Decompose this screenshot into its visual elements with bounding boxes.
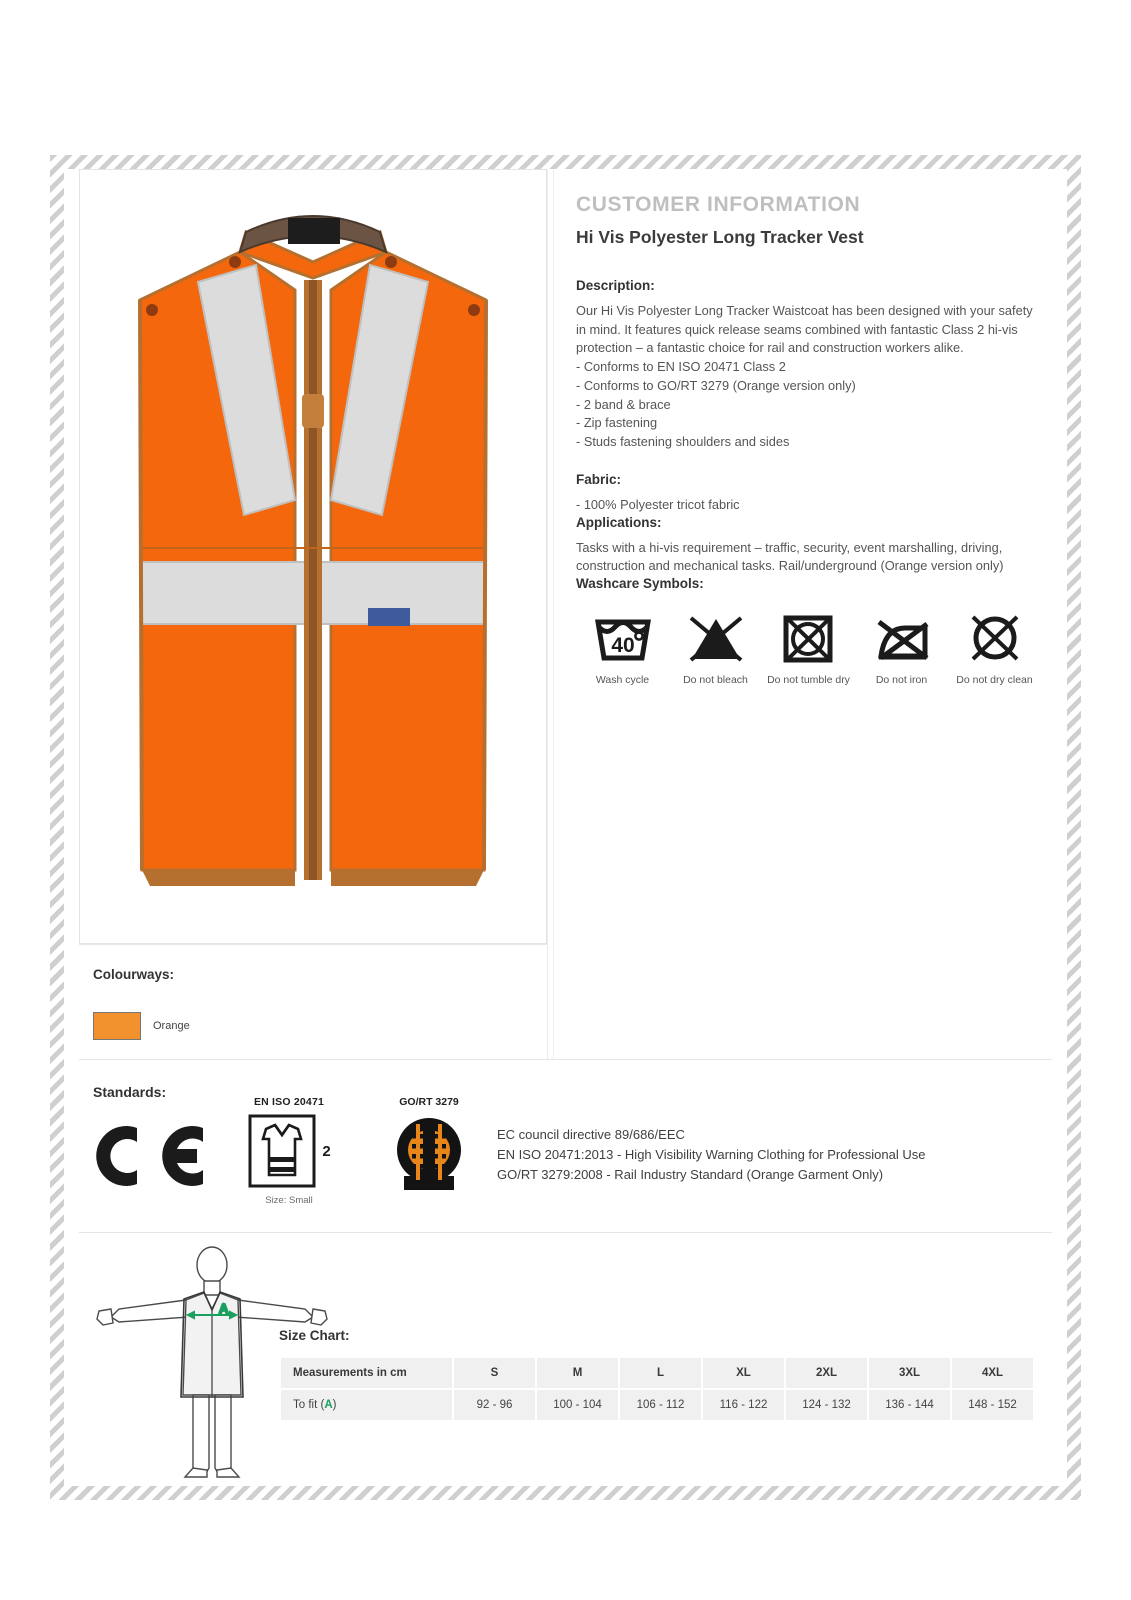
- svg-text:A: A: [219, 1301, 229, 1316]
- washcare-symbol: [855, 605, 948, 687]
- column-header-m: M: [536, 1357, 619, 1389]
- wash-cycle-40-icon: [576, 605, 669, 671]
- size-chart-section: [79, 1243, 1052, 1493]
- table-row: [280, 1389, 1034, 1421]
- list-item: - Conforms to EN ISO 20471 Class 2: [576, 358, 786, 374]
- svg-text:40: 40: [610, 633, 635, 657]
- row-label-suffix: ): [332, 1399, 337, 1411]
- column-header-measurements: Measurements in cm: [280, 1357, 453, 1389]
- column-header-xl: XL: [702, 1357, 785, 1389]
- do-not-iron-icon: [855, 605, 948, 671]
- standards-section: [79, 1070, 1052, 1230]
- en-iso-class-number: 2: [322, 1143, 331, 1160]
- colourway-item: [93, 1012, 547, 1040]
- measurement-marker-a: A: [324, 1399, 333, 1411]
- table-cell: 106 - 112: [619, 1389, 702, 1421]
- feature-list: [576, 358, 1046, 453]
- standards-text: [497, 1125, 926, 1185]
- column-header-2xl: 2XL: [785, 1357, 868, 1389]
- column-header-s: S: [453, 1357, 536, 1389]
- applications-text: Tasks with a hi-vis requirement – traffic, security, event marshalling, driving, construction and mechanical tasks. Rail/underground (Orange version only): [576, 539, 1004, 574]
- row-label-prefix: To fit (: [293, 1399, 325, 1411]
- washcare-symbol-row: [576, 605, 1046, 687]
- table-cell: 136 - 144: [868, 1389, 951, 1421]
- washcare-label: Do not bleach: [683, 673, 748, 686]
- standards-line: EC council directive 89/686/EEC: [497, 1127, 685, 1142]
- applications-heading: Applications:: [576, 514, 662, 530]
- washcare-heading: Washcare Symbols:: [576, 575, 704, 591]
- standards-heading: Standards:: [93, 1084, 167, 1100]
- standards-line: GO/RT 3279:2008 - Rail Industry Standard (Orange Garment Only): [497, 1167, 884, 1183]
- list-item: - Studs fastening shoulders and sides: [576, 434, 790, 450]
- list-item: - 2 band & brace: [576, 396, 671, 412]
- do-not-dry-clean-icon: [948, 605, 1041, 671]
- en-iso-pictogram: [229, 1096, 349, 1206]
- do-not-bleach-icon: [669, 605, 762, 671]
- washcare-label: Do not tumble dry: [767, 673, 850, 686]
- washcare-symbol: [948, 605, 1041, 687]
- table-cell: 92 - 96: [453, 1389, 536, 1421]
- gort-badge: [369, 1096, 489, 1197]
- size-chart-table: [279, 1356, 1035, 1422]
- table-cell: 116 - 122: [702, 1389, 785, 1421]
- customer-information-heading: CUSTOMER INFORMATION: [576, 193, 861, 216]
- table-cell: 124 - 132: [785, 1389, 868, 1421]
- row-label-to-fit: [280, 1389, 453, 1421]
- washcare-symbol: [762, 605, 855, 687]
- colour-swatch-orange: [93, 1012, 141, 1040]
- description-text: Our Hi Vis Polyester Long Tracker Waistcoat has been designed with your safety in mind. It features quick release seams combined with fantastic Class 2 hi-vis protection – a fantastic choice for rail and construction workers alike.: [576, 303, 1033, 356]
- vest-illustration: [80, 170, 546, 943]
- table-cell: 100 - 104: [536, 1389, 619, 1421]
- colourways-section: [79, 944, 547, 1059]
- washcare-label: Do not dry clean: [956, 673, 1033, 686]
- colour-swatch-label: Orange: [153, 1020, 190, 1032]
- table-cell: 148 - 152: [951, 1389, 1034, 1421]
- top-section: [79, 169, 1052, 1059]
- customer-information-panel: [553, 169, 1052, 1059]
- table-header-row: [280, 1357, 1034, 1389]
- do-not-tumble-dry-icon: [762, 605, 855, 671]
- washcare-label: Do not iron: [875, 673, 928, 686]
- ce-mark-icon: [93, 1120, 208, 1197]
- gort-rail-icon: [390, 1112, 468, 1192]
- standards-line: EN ISO 20471:2013 - High Visibility Warning Clothing for Professional Use: [497, 1147, 926, 1163]
- list-item: - Conforms to GO/RT 3279 (Orange version only): [576, 377, 856, 393]
- product-title: Hi Vis Polyester Long Tracker Vest: [576, 227, 864, 247]
- description-heading: Description:: [576, 278, 655, 293]
- section-divider: [79, 1232, 1052, 1233]
- fabric-heading: Fabric:: [576, 472, 622, 488]
- hi-vis-vest-pictogram-icon: [247, 1113, 317, 1189]
- column-header-3xl: 3XL: [868, 1357, 951, 1389]
- en-iso-size-label: Size: Small: [265, 1195, 313, 1206]
- list-item: - Zip fastening: [576, 415, 658, 431]
- section-divider: [79, 1059, 1052, 1060]
- washcare-label: Wash cycle: [595, 673, 650, 686]
- washcare-symbol: [576, 605, 669, 687]
- gort-caption: GO/RT 3279: [399, 1096, 459, 1108]
- column-header-4xl: 4XL: [951, 1357, 1034, 1389]
- column-header-l: L: [619, 1357, 702, 1389]
- washcare-symbol: [669, 605, 762, 687]
- colourways-heading: Colourways:: [93, 967, 175, 982]
- en-iso-caption: EN ISO 20471: [253, 1096, 325, 1108]
- product-photo: [80, 170, 546, 943]
- product-image-panel: [79, 169, 547, 944]
- fabric-item: - 100% Polyester tricot fabric: [576, 497, 740, 513]
- size-chart-heading: Size Chart:: [279, 1328, 350, 1343]
